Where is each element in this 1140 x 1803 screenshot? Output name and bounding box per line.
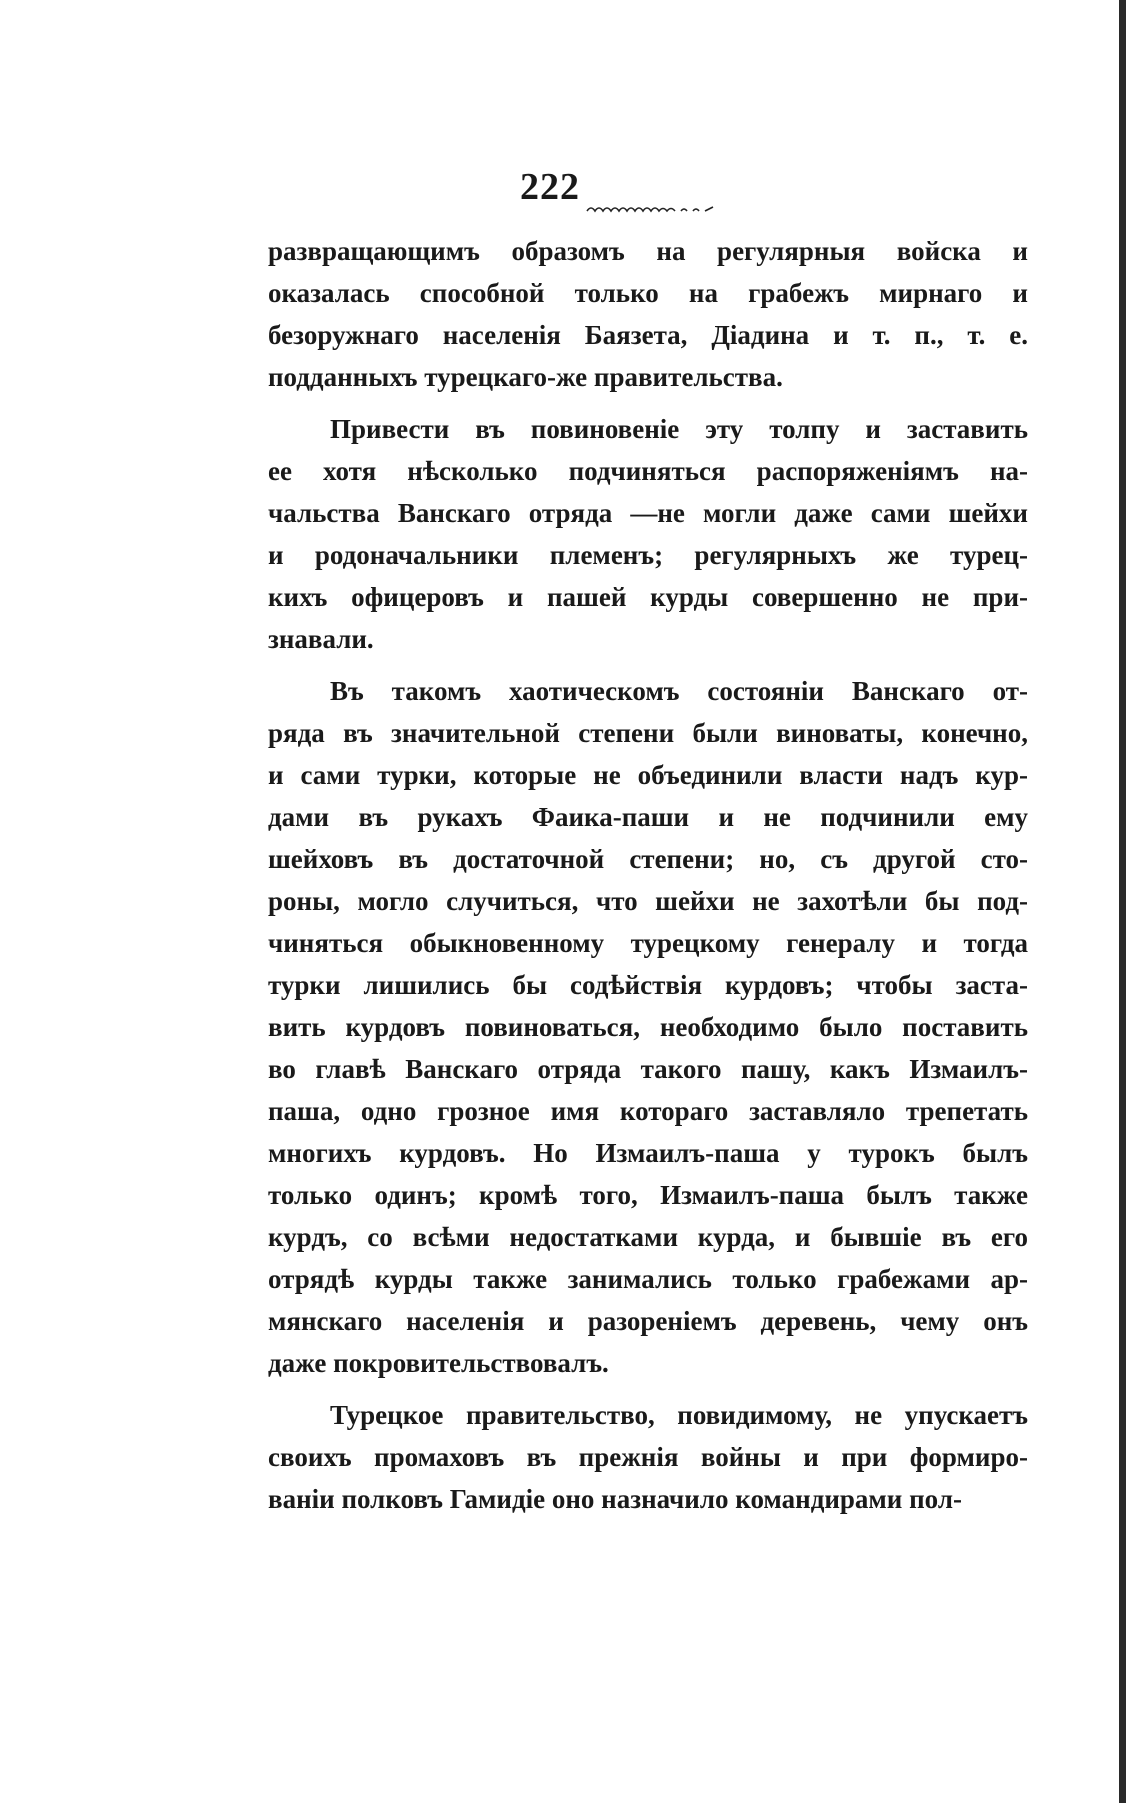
text-line: даже покровительствовалъ. <box>268 1348 609 1378</box>
text-line: оказалась способной только на грабежъ мирнаго и <box>268 278 1028 308</box>
text-line: кихъ офицеровъ и пашей курды совершенно не при- <box>268 582 1028 612</box>
text-line: знавали. <box>268 624 374 654</box>
text-line: паша, одно грозное имя котораго заставляло трепетать <box>268 1096 1028 1126</box>
text-line: чальства Ванскаго отряда —не могли даже сами шейхи <box>268 498 1028 528</box>
text-line: отрядѣ курды также занимались только грабежами ар- <box>268 1264 1028 1294</box>
text-line: мянскаго населенія и разореніемъ деревень, чему онъ <box>268 1306 1028 1336</box>
text-line: ряда въ значительной степени были виноваты, конечно, <box>268 718 1028 748</box>
text-line: подданныхъ турецкаго-же правительства. <box>268 362 783 392</box>
header-ornament <box>585 203 720 215</box>
paragraph-gap <box>268 398 1028 408</box>
paragraph <box>268 1394 1028 1520</box>
text-line: роны, могло случиться, что шейхи не захотѣли бы под- <box>268 886 1028 916</box>
text-line: чиняться обыкновенному турецкому генералу и тогда <box>268 928 1028 958</box>
scan-gutter-edge <box>1119 0 1126 1803</box>
text-line: ее хотя нѣсколько подчиняться распоряженіямъ на- <box>268 456 1028 486</box>
text-line: Въ такомъ хаотическомъ состояніи Ванскаго от- <box>330 676 1028 706</box>
paragraph <box>268 230 1028 398</box>
text-line: и сами турки, которые не объединили власти надъ кур- <box>268 760 1028 790</box>
text-line: турки лишились бы содѣйствія курдовъ; чтобы заста- <box>268 970 1028 1000</box>
text-line: развращающимъ образомъ на регулярныя войска и <box>268 236 1028 266</box>
page-header <box>0 165 1140 209</box>
text-line: многихъ курдовъ. Но Измаилъ-паша у турокъ былъ <box>268 1138 1028 1168</box>
text-line: ваніи полковъ Гамидіе оно назначило командирами пол- <box>268 1484 962 1514</box>
text-line: только одинъ; кромѣ того, Измаилъ-паша былъ также <box>268 1180 1028 1210</box>
text-line: и родоначальники племенъ; регулярныхъ же турец- <box>268 540 1028 570</box>
paragraph <box>268 670 1028 1384</box>
text-line: своихъ промаховъ въ прежнія войны и при формиро- <box>268 1442 1028 1472</box>
text-line: Турецкое правительство, повидимому, не упускаетъ <box>330 1400 1028 1430</box>
text-line: во главѣ Ванскаго отряда такого пашу, какъ Измаилъ- <box>268 1054 1028 1084</box>
text-line: дами въ рукахъ Фаика-паши и не подчинили ему <box>268 802 1028 832</box>
body-text <box>268 230 1028 1520</box>
paragraph-gap <box>268 660 1028 670</box>
page-number: 222 <box>520 166 580 208</box>
paragraph-gap <box>268 1384 1028 1394</box>
text-line: вить курдовъ повиноваться, необходимо было поставить <box>268 1012 1028 1042</box>
paragraph <box>268 408 1028 660</box>
text-line: безоружнаго населенія Баязета, Діадина и т. п., т. е. <box>268 320 1028 350</box>
text-line: шейховъ въ достаточной степени; но, съ другой сто- <box>268 844 1028 874</box>
text-line: курдъ, со всѣми недостатками курда, и бывшіе въ его <box>268 1222 1028 1252</box>
text-line: Привести въ повиновеніе эту толпу и заставить <box>330 414 1028 444</box>
